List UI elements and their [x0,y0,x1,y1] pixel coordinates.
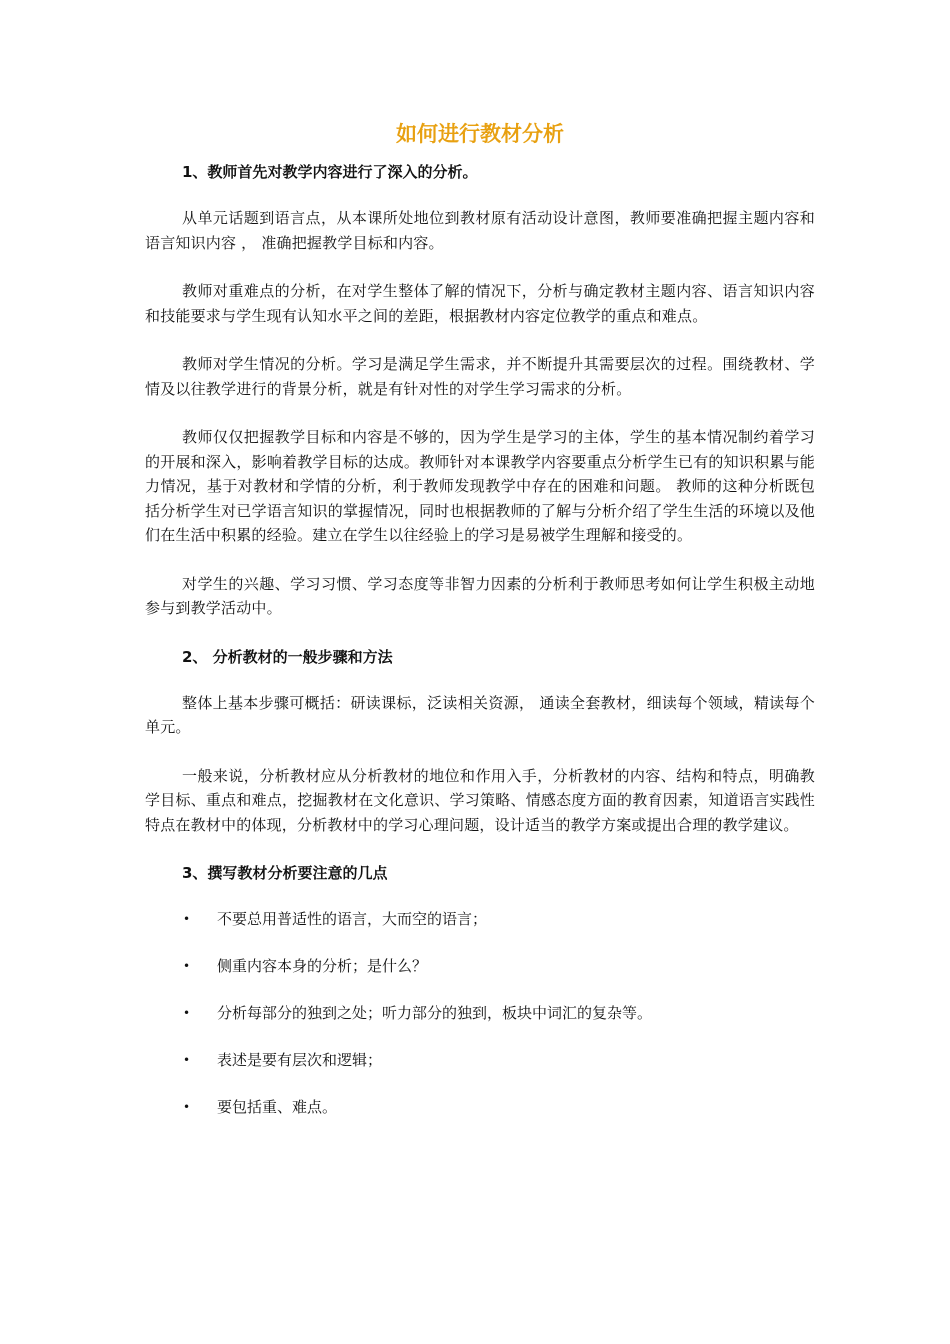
section-1-paragraph-3: 教师对学生情况的分析。学习是满足学生需求，并不断提升其需要层次的过程。围绕教材、学情及以往教学进行的背景分析，就是有针对性的对学生学习需求的分析。 [145,355,815,398]
list-item [145,1095,815,1119]
spacer [145,669,815,691]
tips-list [145,907,815,1119]
document-page [145,118,815,1142]
spacer [145,837,815,861]
list-item [145,1048,815,1072]
bullet-icon: • [183,1100,191,1114]
spacer [145,885,815,907]
list-item [145,907,815,931]
section-3-heading: 3、撰写教材分析要注意的几点 [182,864,388,882]
list-item [145,954,815,978]
section-2-paragraph-2: 一般来说，分析教材应从分析教材的地位和作用入手，分析教材的内容、结构和特点，明确教学目标、重点和难点，挖掘教材在文化意识、学习策略、情感态度方面的教育因素，知道语言实践性特点在教材中的体现，分析教材中的学习心理问题，设计适当的教学方案或提出合理的教学建议。 [145,766,815,834]
bullet-icon: • [183,1006,191,1020]
list-item [145,1001,815,1025]
document-title: 如何进行教材分析 [396,122,564,146]
section-2-heading: 2、 分析教材的一般步骤和方法 [182,647,393,666]
section-1-paragraph-1: 从单元话题到语言点，从本课所处地位到教材原有活动设计意图，教师要准确把握主题内容和语言知识内容 ， 准确把握教学目标和内容。 [145,209,815,252]
spacer [145,740,815,764]
section-1-paragraph-2: 教师对重难点的分析，在对学生整体了解的情况下，分析与确定教材主题内容、语言知识内容和技能要求与学生现有认知水平之间的差距，根据教材内容定位教学的重点和难点。 [145,282,815,325]
spacer [145,401,815,425]
spacer [145,548,815,572]
bullet-icon: • [183,959,191,973]
spacer [145,255,815,279]
list-item-text: 分析每部分的独到之处；听力部分的独到，板块中词汇的复杂等。 [217,1004,653,1022]
list-item-text: 不要总用普适性的语言，大而空的语言； [217,910,488,928]
section-1-paragraph-5: 对学生的兴趣、学习习惯、学习态度等非智力因素的分析利于教师思考如何让学生积极主动地参与到教学活动中。 [145,574,815,617]
spacer [145,184,815,206]
section-2-paragraph-1: 整体上基本步骤可概括：研读课标，泛读相关资源， 通读全套教材，细读每个领域，精读每个单元。 [145,693,815,736]
section-1-paragraph-4: 教师仅仅把握教学目标和内容是不够的，因为学生是学习的主体，学生的基本情况制约着学习的开展和深入，影响着教学目标的达成。教师针对本课教学内容要重点分析学生已有的知识积累与能力情况，基于对教材和学情的分析，利于教师发现教学中存在的困难和问题。 教师的这种分析既包括分析学生对已学语言知识的掌握情况，同时也根据教师的了解与分析介绍了学生生活的环境以及他们在生活中积累的经验。建立在学生以往经验上的学习是易被学生理解和接受的。 [145,428,815,544]
list-item-text: 表述是要有层次和逻辑； [217,1051,383,1069]
bullet-icon: • [183,1053,191,1067]
bullet-icon: • [183,912,191,926]
spacer [145,328,815,352]
section-1-heading: 1、教师首先对教学内容进行了深入的分析。 [182,163,478,181]
spacer [145,621,815,645]
list-item-text: 侧重内容本身的分析；是什么？ [217,957,428,975]
list-item-text: 要包括重、难点。 [217,1098,338,1116]
